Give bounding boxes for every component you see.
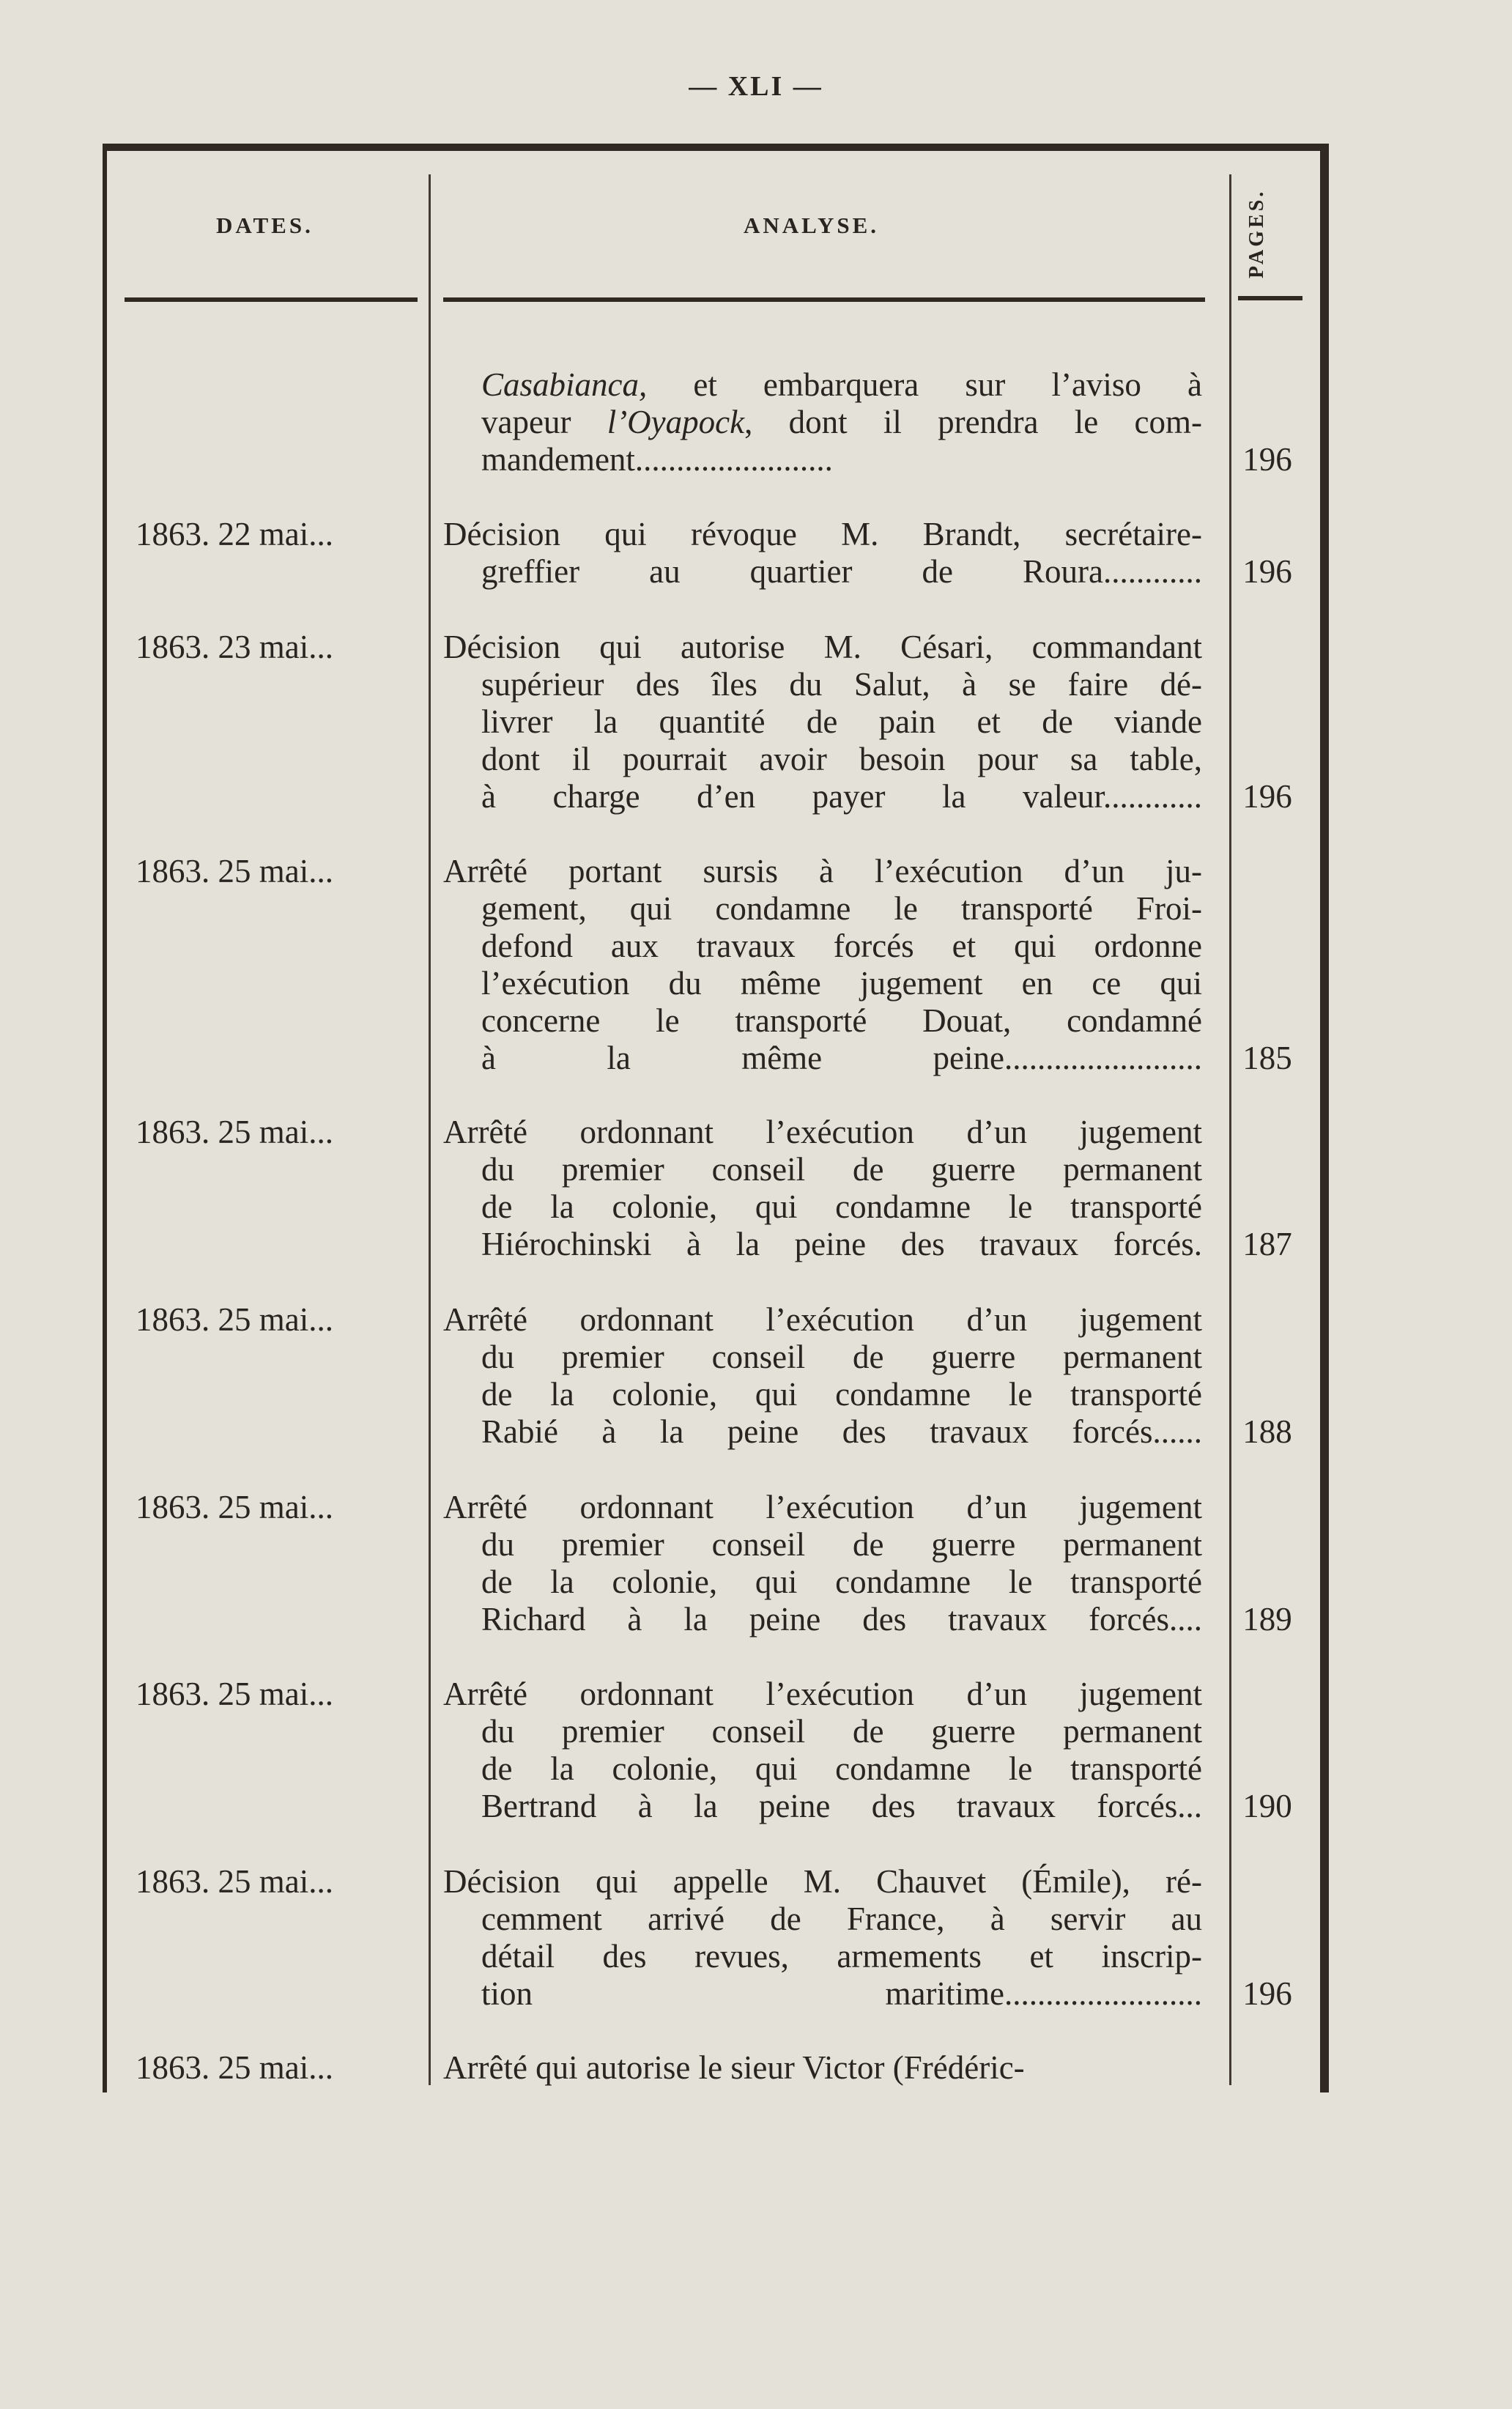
analysis-line: du premier conseil de guerre permanent: [481, 1151, 1202, 1188]
page-number: — XLI —: [689, 71, 823, 102]
analysis-line: Arrêté ordonnant l’exécution d’un jugement: [443, 1676, 1202, 1712]
entry-page-number: 189: [1242, 1601, 1292, 1638]
analysis-line: de la colonie, qui condamne le transporté: [481, 1564, 1202, 1600]
entry-date: 1863. 25 mai...: [136, 2049, 333, 2086]
analysis-line: l’exécution du même jugement en ce qui: [481, 965, 1202, 1002]
entry-analysis: [443, 366, 1202, 478]
analysis-line: de la colonie, qui condamne le transporté: [481, 1188, 1202, 1225]
analysis-line: concerne le transporté Douat, condamné: [481, 1002, 1202, 1039]
analysis-line: détail des revues, armements et inscrip-: [481, 1938, 1202, 1975]
entry-date: 1863. 25 mai...: [136, 1114, 333, 1150]
analysis-line: Arrêté ordonnant l’exécution d’un jugement: [443, 1114, 1202, 1150]
header-rule-dates: [125, 297, 418, 302]
analysis-line: Décision qui autorise M. Césari, commandant: [443, 629, 1202, 665]
entry-page-number: 196: [1242, 441, 1292, 478]
header-rule-analyse: [443, 297, 1205, 302]
analysis-line: Casabianca, et embarquera sur l’aviso à: [481, 366, 1202, 403]
header-analyse: ANALYSE.: [744, 212, 880, 238]
analysis-line: defond aux travaux forcés et qui ordonne: [481, 928, 1202, 964]
entry-analysis: [443, 629, 1202, 815]
entry-analysis: [443, 1863, 1202, 2013]
analysis-line: tion maritime........................: [481, 1975, 1202, 2012]
entry-page-number: 188: [1242, 1413, 1292, 1450]
entry-analysis: [443, 2049, 1202, 2087]
header-pages: PAGES.: [1245, 188, 1268, 278]
entry-date: 1863. 23 mai...: [136, 629, 333, 665]
analysis-line: greffier au quartier de Roura............: [481, 553, 1202, 590]
analysis-line: à charge d’en payer la valeur............: [481, 778, 1202, 815]
analysis-line: Bertrand à la peine des travaux forcés...: [481, 1788, 1202, 1824]
analysis-line: à la même peine........................: [481, 1040, 1202, 1076]
analysis-line: de la colonie, qui condamne le transporté: [481, 1750, 1202, 1787]
analysis-line: cemment arrivé de France, à servir au: [481, 1901, 1202, 1937]
analysis-line: Décision qui révoque M. Brandt, secrétaire-: [443, 516, 1202, 552]
entry-page-number: 185: [1242, 1040, 1292, 1076]
analysis-line: vapeur l’Oyapock, dont il prendra le com-: [481, 404, 1202, 440]
entry-page-number: 190: [1242, 1788, 1292, 1824]
analysis-line: gement, qui condamne le transporté Froi-: [481, 890, 1202, 927]
analysis-line: Arrêté portant sursis à l’exécution d’un ju-: [443, 853, 1202, 889]
entry-date: 1863. 25 mai...: [136, 853, 333, 889]
column-divider-pages: [1229, 174, 1231, 2085]
entry-date: 1863. 22 mai...: [136, 516, 333, 552]
entry-page-number: 196: [1242, 553, 1292, 590]
header-rule-pages: [1238, 296, 1302, 300]
entry-page-number: 196: [1242, 778, 1292, 815]
entry-analysis: [443, 516, 1202, 591]
analysis-line: du premier conseil de guerre permanent: [481, 1526, 1202, 1563]
entry-analysis: [443, 1676, 1202, 1825]
analysis-line: Richard à la peine des travaux forcés....: [481, 1601, 1202, 1638]
entry-analysis: [443, 1114, 1202, 1263]
entry-page-number: 196: [1242, 1975, 1292, 2012]
analysis-line: Arrêté ordonnant l’exécution d’un jugement: [443, 1301, 1202, 1338]
analysis-line: Arrêté ordonnant l’exécution d’un jugement: [443, 1489, 1202, 1525]
analysis-line: supérieur des îles du Salut, à se faire dé-: [481, 666, 1202, 703]
analysis-line: Décision qui appelle M. Chauvet (Émile), ré-: [443, 1863, 1202, 1900]
entry-analysis: [443, 853, 1202, 1077]
entry-date: 1863. 25 mai...: [136, 1301, 333, 1338]
analysis-line: mandement........................: [481, 441, 833, 478]
entry-page-number: 187: [1242, 1226, 1292, 1262]
entry-analysis: [443, 1489, 1202, 1638]
analysis-line: du premier conseil de guerre permanent: [481, 1713, 1202, 1750]
analysis-line: Rabié à la peine des travaux forcés......: [481, 1413, 1202, 1450]
column-divider-dates: [429, 174, 431, 2085]
analysis-line: dont il pourrait avoir besoin pour sa table,: [481, 741, 1202, 777]
analysis-line: livrer la quantité de pain et de viande: [481, 703, 1202, 740]
analysis-line: du premier conseil de guerre permanent: [481, 1339, 1202, 1375]
analysis-line: Arrêté qui autorise le sieur Victor (Frédéric-: [443, 2049, 1025, 2086]
analysis-line: Hiérochinski à la peine des travaux forcés.: [481, 1226, 1202, 1262]
analysis-line: de la colonie, qui condamne le transporté: [481, 1376, 1202, 1413]
entry-date: 1863. 25 mai...: [136, 1489, 333, 1525]
entry-date: 1863. 25 mai...: [136, 1676, 333, 1712]
entry-date: 1863. 25 mai...: [136, 1863, 333, 1900]
header-dates: DATES.: [216, 212, 314, 238]
entry-analysis: [443, 1301, 1202, 1451]
